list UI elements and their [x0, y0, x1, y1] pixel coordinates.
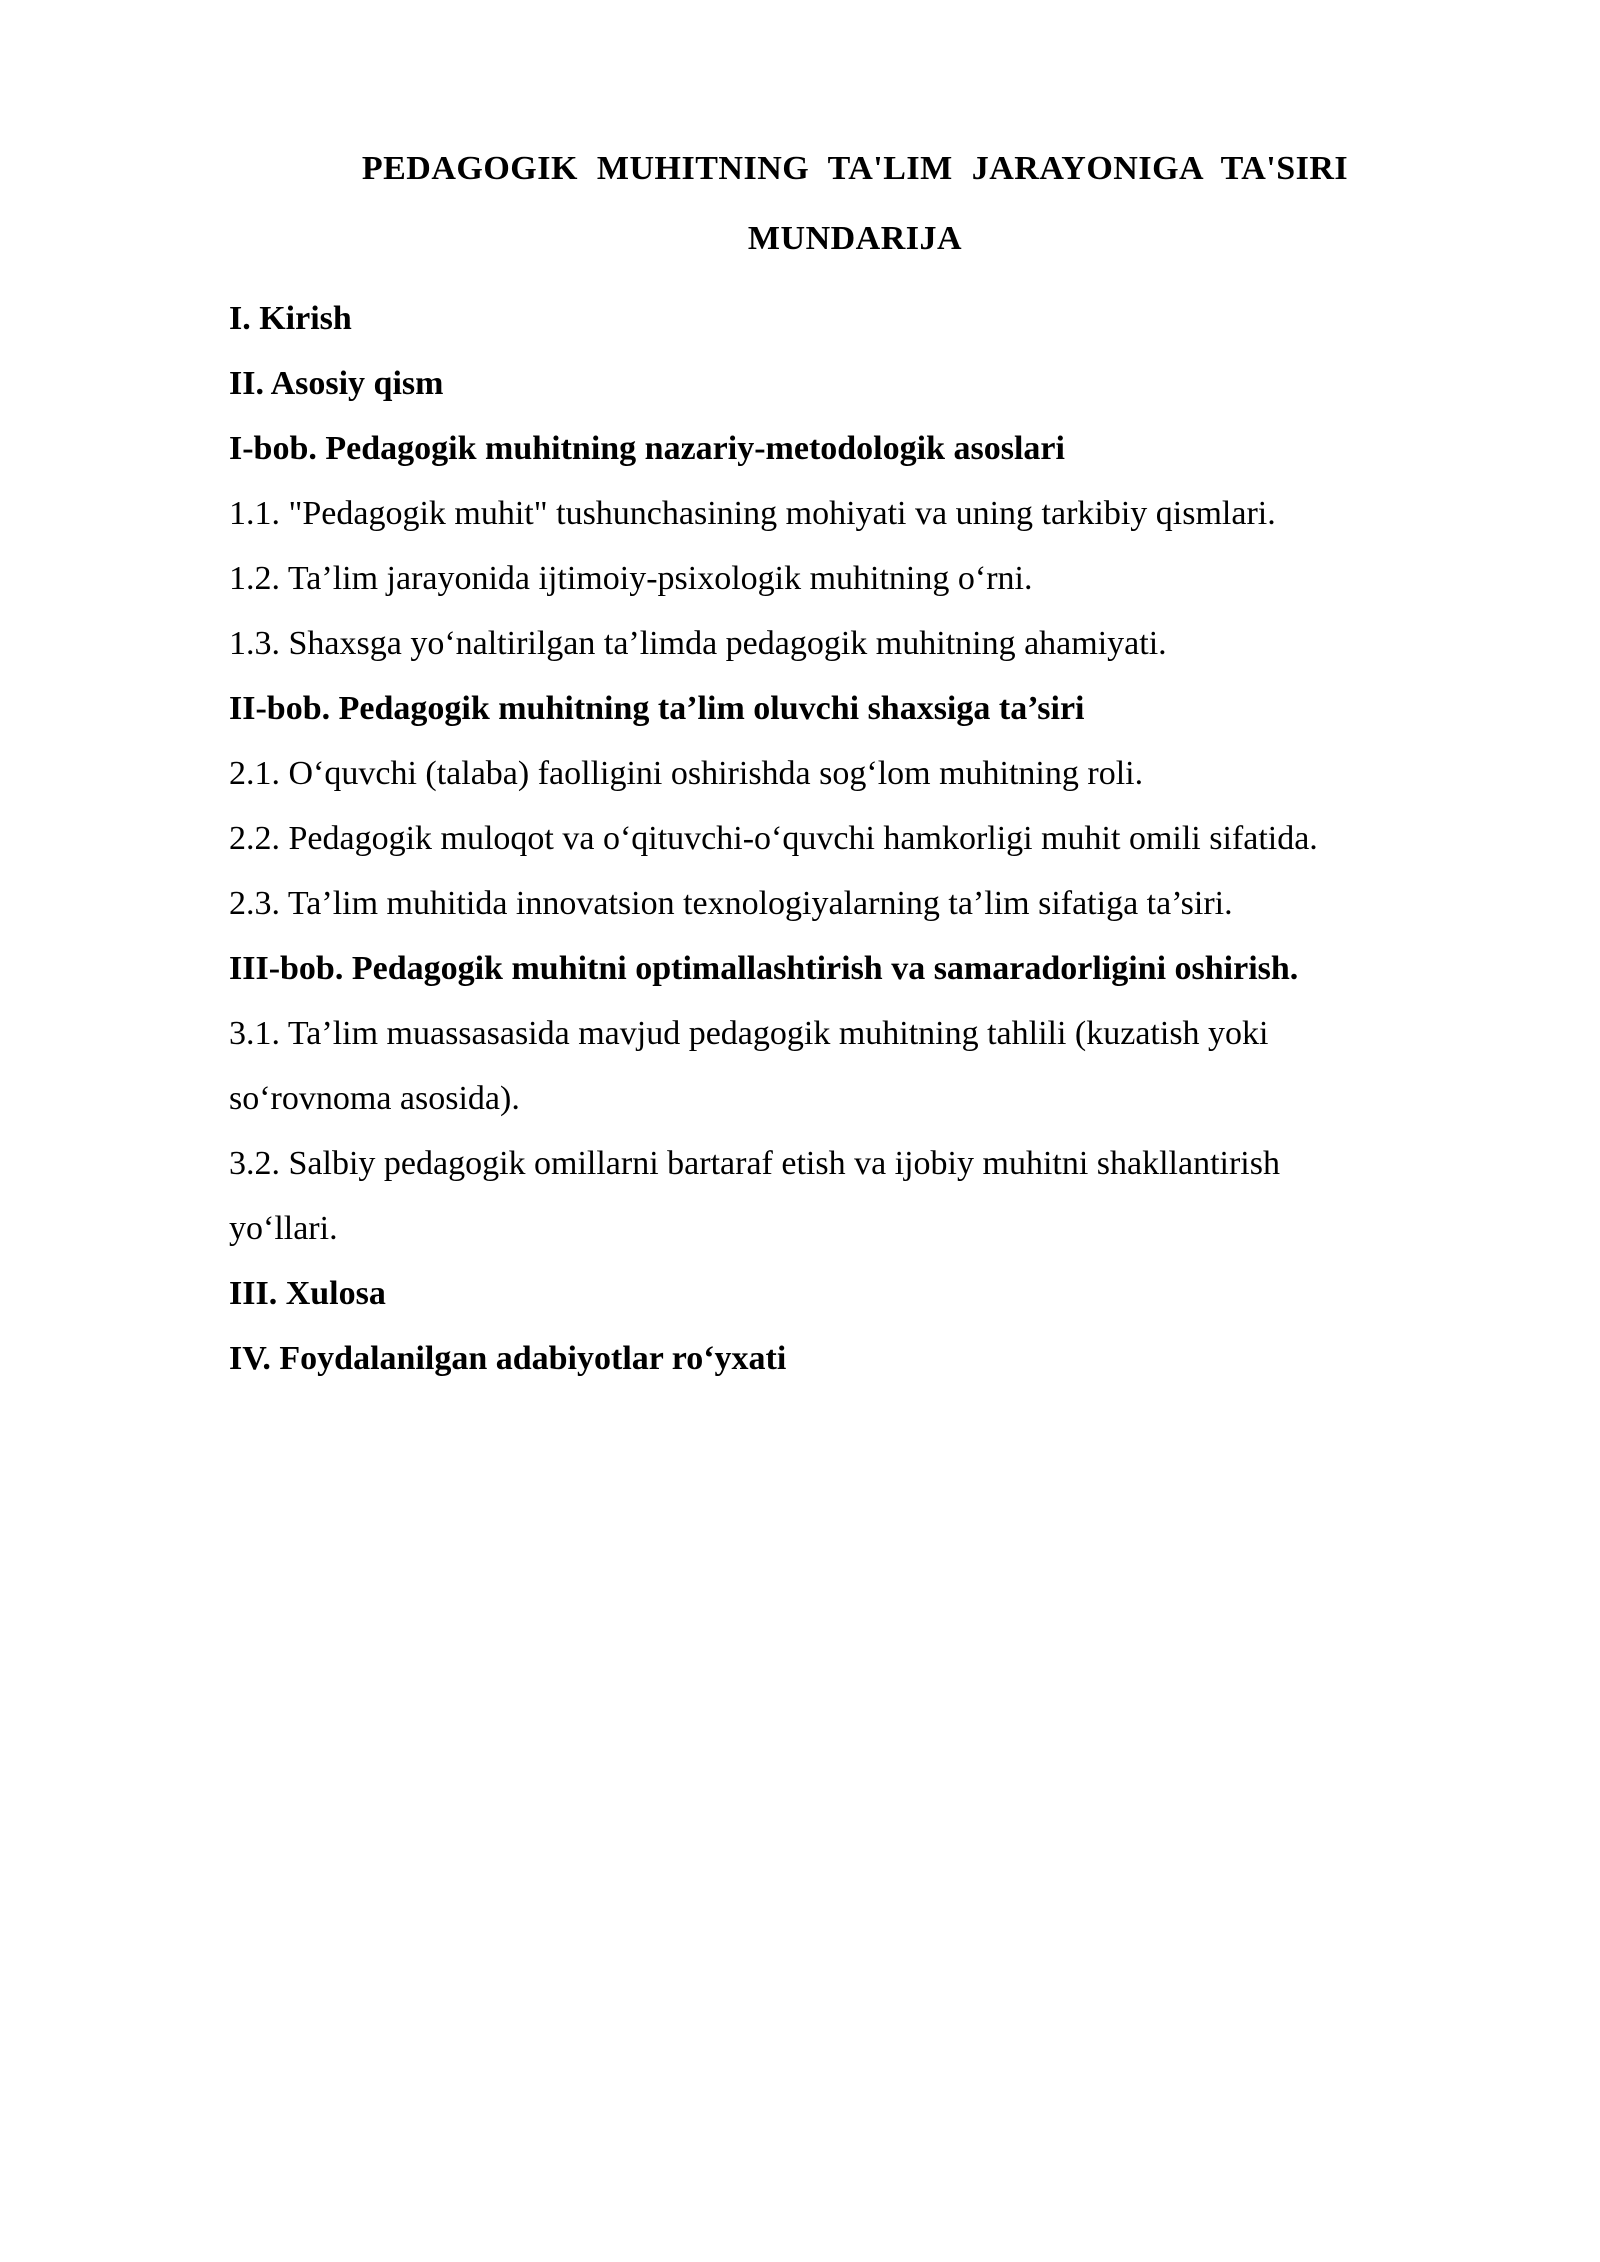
toc-entry: II-bob. Pedagogik muhitning ta’lim oluvchi shaxsiga ta’siri: [229, 690, 1085, 727]
document-title: PEDAGOGIK MUHITNING TA'LIM JARAYONIGA TA'SIRI: [361, 150, 1349, 187]
contents-heading: MUNDARIJA: [747, 220, 963, 257]
toc-entry: I. Kirish: [229, 300, 352, 337]
toc-entry: IV. Foydalanilgan adabiyotlar ro‘yxati: [229, 1340, 787, 1377]
toc-entry: III-bob. Pedagogik muhitni optimallashtirish va samaradorligini oshirish.: [229, 950, 1299, 987]
table-of-contents: [229, 286, 1489, 1391]
toc-entry: 1.3. Shaxsga yo‘naltirilgan ta’limda pedagogik muhitning ahamiyati.: [229, 625, 1167, 662]
toc-entry: so‘rovnoma asosida).: [229, 1080, 520, 1117]
toc-entry: 3.1. Ta’lim muassasasida mavjud pedagogik muhitning tahlili (kuzatish yoki: [229, 1015, 1269, 1052]
toc-entry: 3.2. Salbiy pedagogik omillarni bartaraf etish va ijobiy muhitni shakllantirish: [229, 1145, 1280, 1182]
toc-entry: I-bob. Pedagogik muhitning nazariy-metodologik asoslari: [229, 430, 1065, 467]
toc-entry: III. Xulosa: [229, 1275, 386, 1312]
toc-entry: 2.1. O‘quvchi (talaba) faolligini oshirishda sog‘lom muhitning roli.: [229, 755, 1144, 792]
toc-entry: 2.3. Ta’lim muhitida innovatsion texnologiyalarning ta’lim sifatiga ta’siri.: [229, 885, 1233, 922]
toc-entry: 1.1. "Pedagogik muhit" tushunchasining mohiyati va uning tarkibiy qismlari.: [229, 495, 1276, 532]
toc-entry: II. Asosiy qism: [229, 365, 444, 402]
toc-entry: 2.2. Pedagogik muloqot va o‘qituvchi-o‘quvchi hamkorligi muhit omili sifatida.: [229, 820, 1318, 857]
toc-entry: yo‘llari.: [229, 1210, 338, 1247]
toc-entry: 1.2. Ta’lim jarayonida ijtimoiy-psixologik muhitning o‘rni.: [229, 560, 1033, 597]
